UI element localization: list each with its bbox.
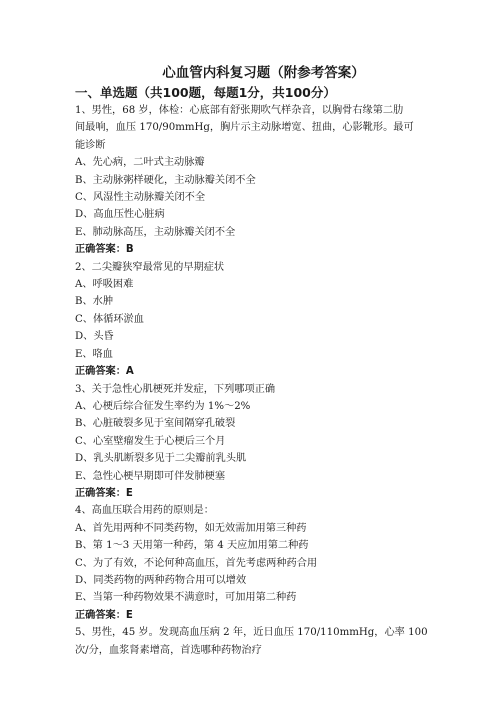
option-e: E、急性心梗早期即可伴发肺梗塞 xyxy=(75,470,226,482)
question-stem-line: 1、男性，68 岁，体检：心底部有舒张期吹气样杂音，以胸骨右缘第二肋 xyxy=(75,105,404,116)
option-e: E、肺动脉高压，主动脉瓣关闭不全 xyxy=(75,226,236,238)
option-d: D、头昏 xyxy=(75,331,114,343)
correct-answer: 正确答案：B xyxy=(75,244,134,256)
question-stem-line: 能诊断 xyxy=(75,139,106,151)
option-a: A、呼吸困难 xyxy=(75,279,134,291)
document-title: 心血管内科复习题（附参考答案） xyxy=(162,65,365,81)
question-stem-line: 次/分，血浆肾素增高，首选哪种药物治疗 xyxy=(75,644,262,656)
option-b: B、心脏破裂多见于室间隔穿孔破裂 xyxy=(75,418,236,430)
option-a: A、心梗后综合征发生率约为 1%～2% xyxy=(75,400,251,412)
question-4 xyxy=(75,502,448,624)
option-e: E、咯血 xyxy=(75,348,113,360)
question-stem-line: 2、二尖瓣狭窄最常见的早期症状 xyxy=(75,261,225,273)
option-d: D、同类药物的两种药物合用可以增效 xyxy=(75,574,247,586)
question-stem-line: 5、男性，45 岁。发现高血压病 2 年，近日血压 170/110mmHg，心率 100 xyxy=(75,627,428,639)
correct-answer: 正确答案：A xyxy=(75,366,134,378)
correct-answer: 正确答案：E xyxy=(75,609,133,621)
question-1 xyxy=(75,102,448,259)
question-3 xyxy=(75,381,448,503)
section-heading: 一、单选题（共100题，每题1分，共100分） xyxy=(75,85,336,100)
option-c: C、为了有效，不论何种高血压，首先考虑两种药合用 xyxy=(75,557,318,569)
option-d: D、乳头肌断裂多见于二尖瓣前乳头肌 xyxy=(75,453,247,465)
question-stem-line: 3、关于急性心肌梗死并发症，下列哪项正确 xyxy=(75,383,276,395)
option-a: A、首先用两种不同类药物，如无效需加用第三种药 xyxy=(75,522,307,534)
option-b: B、水肿 xyxy=(75,296,114,308)
option-b: B、主动脉粥样硬化，主动脉瓣关闭不全 xyxy=(75,174,256,186)
option-a: A、先心病，二叶式主动脉瓣 xyxy=(75,157,205,169)
option-c: C、心室壁瘤发生于心梗后三个月 xyxy=(75,435,226,447)
option-e: E、当第一种药物效果不满意时，可加用第二种药 xyxy=(75,592,297,604)
question-stem-line: 4、高血压联合用药的原则是： xyxy=(75,505,214,517)
question-5 xyxy=(75,624,448,659)
question-stem-line: 间最响，血压 170/90mmHg，胸片示主动脉增宽、扭曲，心影靴形。最可 xyxy=(75,122,414,134)
question-2 xyxy=(75,259,448,381)
option-c: C、体循环淤血 xyxy=(75,313,144,325)
option-b: B、第 1～3 天用第一种药，第 4 天应加用第二种药 xyxy=(75,540,309,552)
option-d: D、高血压性心脏病 xyxy=(75,209,165,221)
correct-answer: 正确答案：E xyxy=(75,487,133,499)
option-c: C、风湿性主动脉瓣关闭不全 xyxy=(75,192,206,204)
